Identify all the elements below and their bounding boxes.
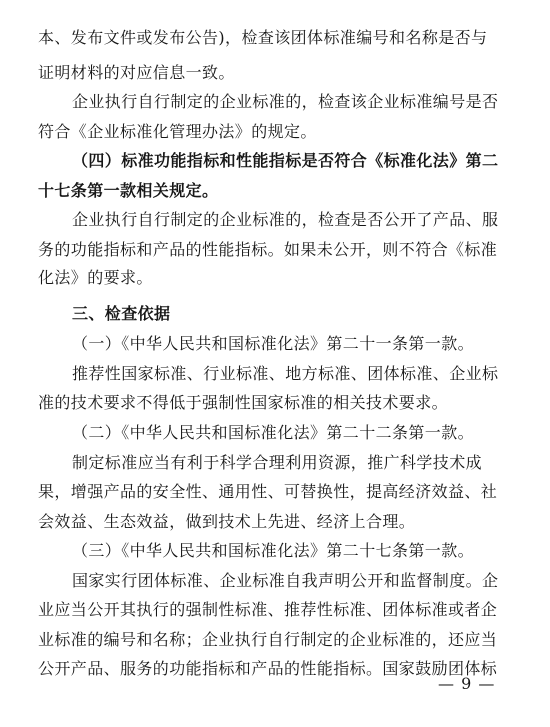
- text-line: 公开产品、服务的功能指标和产品的性能指标。国家鼓励团体标: [38, 659, 498, 678]
- text-line: 业标准的编号和名称；企业执行自行制定的企业标准的，还应当: [38, 630, 498, 649]
- paragraph-first-line: 企业执行自行制定的企业标准的，检查是否公开了产品、服: [72, 210, 499, 229]
- legal-citation: （一）《中华人民共和国标准化法》第二十一条第一款。: [72, 334, 475, 353]
- paragraph-first-line: 企业执行自行制定的企业标准的，检查该企业标准编号是否: [72, 92, 499, 111]
- text-line: 果，增强产品的安全性、通用性、可替换性，提高经济效益、社: [38, 482, 498, 501]
- legal-citation: （二）《中华人民共和国标准化法》第二十二条第一款。: [72, 423, 475, 442]
- section-heading-continued: 十七条第一款相关规定。: [38, 181, 219, 200]
- section-heading: （四）标准功能指标和性能指标是否符合《标准化法》第二: [72, 151, 499, 170]
- text-line: 业应当公开其执行的强制性标准、推荐性标准、团体标准或者企: [38, 600, 498, 619]
- paragraph-first-line: 推荐性国家标准、行业标准、地方标准、团体标准、企业标: [72, 364, 499, 383]
- chapter-heading: 三、检查依据: [72, 304, 171, 323]
- text-line: 本、发布文件或发布公告)，检查该团体标准编号和名称是否与: [38, 28, 488, 47]
- text-line: 化法》的要求。: [38, 268, 153, 287]
- page-number: — 9 —: [438, 674, 496, 693]
- paragraph-first-line: 国家实行团体标准、企业标准自我声明公开和监督制度。企: [72, 571, 499, 590]
- text-line: 准的技术要求不得低于强制性国家标准的相关技术要求。: [38, 393, 449, 412]
- text-line: 务的功能指标和产品的性能指标。如果未公开，则不符合《标准: [38, 240, 498, 259]
- legal-citation: （三）《中华人民共和国标准化法》第二十七条第一款。: [72, 541, 475, 560]
- text-line: 会效益、生态效益，做到技术上先进、经济上合理。: [38, 512, 416, 531]
- paragraph-first-line: 制定标准应当有利于科学合理利用资源，推广科学技术成: [72, 453, 483, 472]
- text-line: 符合《企业标准化管理办法》的规定。: [38, 122, 317, 141]
- text-line: 证明材料的对应信息一致。: [38, 63, 235, 82]
